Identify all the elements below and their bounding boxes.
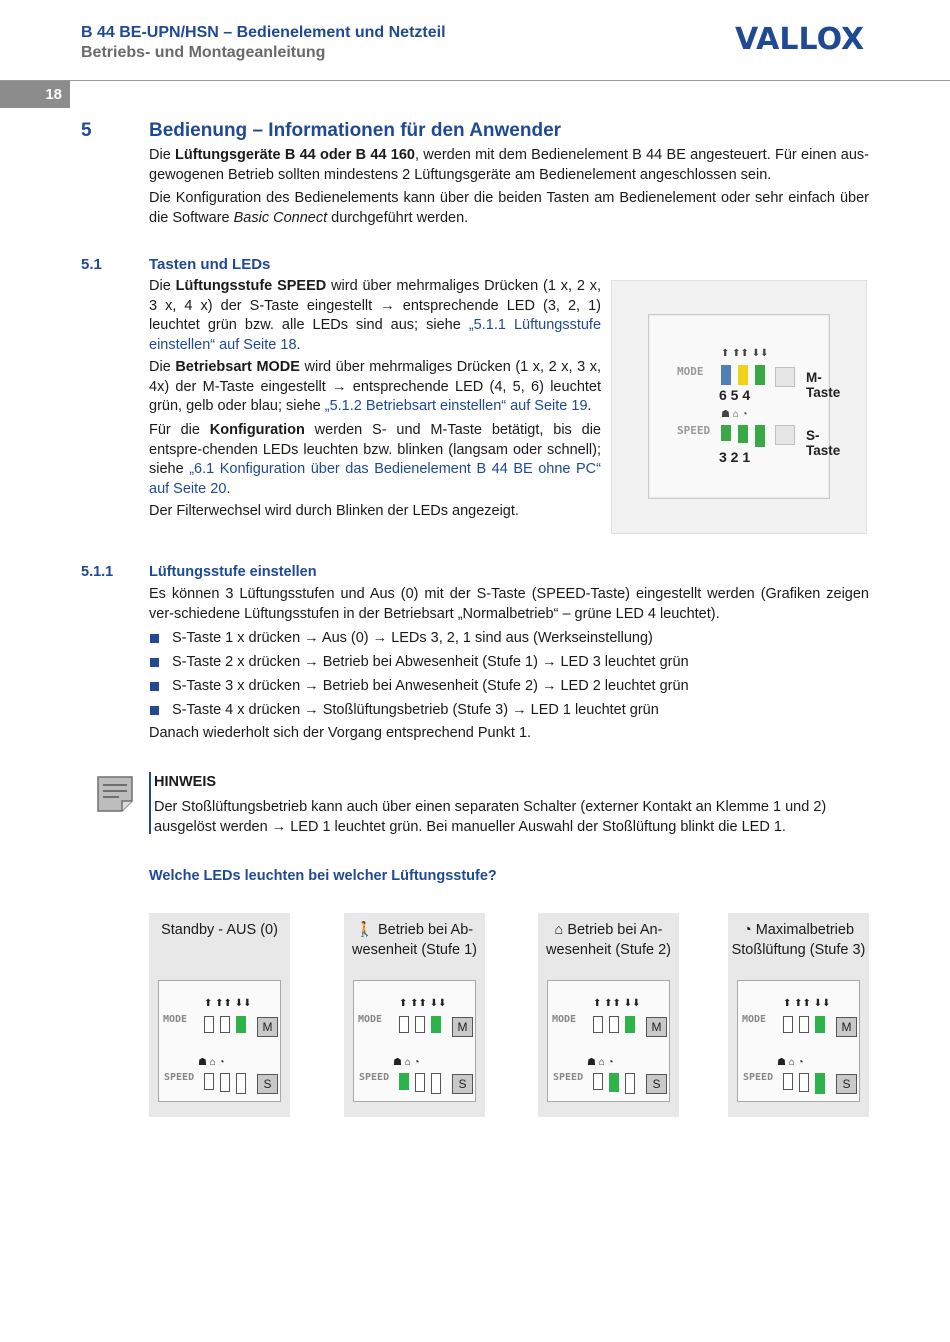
panel-speed-label: SPEED xyxy=(553,1072,584,1083)
panel-m-button: M xyxy=(257,1017,278,1037)
bullet-square-icon xyxy=(150,682,159,691)
panel-mode-label: MODE xyxy=(358,1014,383,1025)
panel-speed-label: SPEED xyxy=(164,1072,195,1083)
panel-mode-label: MODE xyxy=(552,1014,577,1025)
photo-led-5 xyxy=(738,365,748,385)
photo-led-3 xyxy=(721,425,731,441)
photo-led-6 xyxy=(721,365,731,385)
document-title: B 44 BE-UPN/HSN – Bedienelement und Netzteil xyxy=(81,24,446,41)
speed-led-3 xyxy=(783,1073,793,1090)
bullet-square-icon xyxy=(150,706,159,715)
speed-led-1 xyxy=(431,1073,441,1094)
speed-paragraph: Die Lüftungsstufe SPEED wird über mehrmaliges Drücken (1 x, 2 x, 3 x, 4 x) der S-Taste eingestellt → entsprechende LED (3, 2, 1) leuchtet grün bzw. alle LEDs sind aus; siehe „5.1.1 Lüftungsstufe einstellen“ auf Seite 18. xyxy=(149,278,602,353)
link-5-1-1[interactable]: „5.1.1 Lüftungsstufe einstellen“ auf Seite 18 xyxy=(149,317,602,353)
note-icon xyxy=(97,776,133,812)
speed-led-1 xyxy=(236,1073,246,1094)
photo-speed-icons: ☗ ⌂ ◔ xyxy=(721,409,748,420)
m-taste-label: M-Taste xyxy=(806,370,841,400)
person-leaving-icon: 🚶 xyxy=(355,922,374,938)
mode-arrow-icons: ⬆ ⬆⬆ ⬇⬇ xyxy=(204,998,252,1009)
mode-led-6 xyxy=(593,1016,603,1033)
s-taste-label: S-Taste xyxy=(806,428,841,458)
led-state-card xyxy=(538,913,679,1117)
page-number: 18 xyxy=(0,81,70,108)
photo-mode-label: MODE xyxy=(677,365,704,378)
panel-speed-label: SPEED xyxy=(359,1072,390,1083)
card-title: ⌂ Betrieb bei An- wesenheit (Stufe 2) xyxy=(546,922,671,958)
card-title: Standby - AUS (0) xyxy=(161,922,278,938)
section-5-1-1-title: Lüftungsstufe einstellen xyxy=(149,564,317,580)
note-accent-bar xyxy=(149,772,151,834)
photo-arrow-icons: ⬆ ⬆⬆ ⬇⬇ xyxy=(721,348,769,359)
led-state-card xyxy=(728,913,869,1117)
photo-led-1 xyxy=(755,425,765,447)
device-photo xyxy=(611,280,867,534)
speed-led-2 xyxy=(609,1073,619,1092)
photo-mode-numbers: 6 5 4 xyxy=(719,387,751,403)
panel-s-button: S xyxy=(646,1074,667,1094)
panel-mode-label: MODE xyxy=(742,1014,767,1025)
speed-led-3 xyxy=(593,1073,603,1090)
section-5-1-1-outro: Danach wiederholt sich der Vorgang entsprechend Punkt 1. xyxy=(149,725,532,741)
house-icon: ⌂ xyxy=(554,922,564,938)
photo-m-button[interactable] xyxy=(775,367,795,387)
mode-led-4 xyxy=(815,1016,825,1033)
panel-speed-label: SPEED xyxy=(743,1072,774,1083)
section-5-1-1-intro: Es können 3 Lüftungsstufen und Aus (0) mit der S-Taste (SPEED-Taste) eingestellt werden (Grafiken zeigen ver-schiedene Lüftungsstufen in der Betriebsart „Normalbetrieb“ – grüne LED 4 leuchtet). xyxy=(149,586,869,622)
card-title: ◔ Maximalbetrieb Stoßlüftung (Stufe 3) xyxy=(731,922,866,958)
note-text: Der Stoßlüftungsbetrieb kann auch über einen separaten Schalter (externer Kontakt an Klemme 1 und 2) ausgelöst werden → LED 1 leuchtet grün. Bei manueller Auswahl der Stoßlüftung blinkt die LED 1. xyxy=(154,799,827,835)
mode-led-5 xyxy=(609,1016,619,1033)
led-state-card xyxy=(344,913,485,1117)
led-table-heading: Welche LEDs leuchten bei welcher Lüftungsstufe? xyxy=(149,868,497,884)
panel-m-button: M xyxy=(836,1017,857,1037)
bullet-square-icon xyxy=(150,658,159,667)
panel-s-button: S xyxy=(452,1074,473,1094)
section-5-1-title: Tasten und LEDs xyxy=(149,256,271,273)
speed-led-3 xyxy=(399,1073,409,1090)
boost-icon: ◔ xyxy=(742,922,752,938)
panel-mode-label: MODE xyxy=(163,1014,188,1025)
mode-arrow-icons: ⬆ ⬆⬆ ⬇⬇ xyxy=(783,998,831,1009)
mode-led-5 xyxy=(799,1016,809,1033)
photo-s-button[interactable] xyxy=(775,425,795,445)
mode-led-4 xyxy=(431,1016,441,1033)
control-panel-diagram xyxy=(158,980,281,1102)
speed-led-3 xyxy=(204,1073,214,1090)
section-5-paragraph-2: Die Konfiguration des Bedienelements kann über die beiden Tasten am Bedienelement oder sehr einfach über die Software Basic Connect durchgeführt werden. xyxy=(149,190,869,226)
control-panel-diagram xyxy=(737,980,860,1102)
mode-led-4 xyxy=(236,1016,246,1033)
filter-paragraph: Der Filterwechsel wird durch Blinken der LEDs angezeigt. xyxy=(149,503,519,519)
mode-arrow-icons: ⬆ ⬆⬆ ⬇⬇ xyxy=(399,998,447,1009)
card-title: 🚶 Betrieb bei Ab- wesenheit (Stufe 1) xyxy=(352,922,477,958)
link-6-1[interactable]: „6.1 Konfiguration über das Bedienelement B 44 BE ohne PC“ auf Seite 20 xyxy=(149,461,601,497)
section-5-paragraph-1: Die Lüftungsgeräte B 44 oder B 44 160, werden mit dem Bedienelement B 44 BE angesteuert. Für einen aus-gewogenen Betrieb sollten mindestens 2 Lüftungsgeräte am Bedienelement angeschlossen sein. xyxy=(149,147,869,183)
mode-led-6 xyxy=(399,1016,409,1033)
device-faceplate xyxy=(648,314,841,499)
mode-paragraph: Die Betriebsart MODE wird über mehrmaliges Drücken (1 x, 2 x, 3 x, 4x) der M-Taste eingestellt → entsprechende LED (4, 5, 6) leuchtet grün, gelb oder blau; siehe „5.1.2 Betriebsart einstellen“ auf Seite 19. xyxy=(149,359,601,414)
photo-speed-label: SPEED xyxy=(677,424,711,437)
section-5-number: 5 xyxy=(81,120,92,141)
speed-icons: ☗ ⌂ ◔ xyxy=(587,1057,614,1068)
speed-led-2 xyxy=(415,1073,425,1092)
mode-led-5 xyxy=(415,1016,425,1033)
section-5-1-number: 5.1 xyxy=(81,256,102,273)
section-5-1-1-number: 5.1.1 xyxy=(81,564,114,580)
panel-s-button: S xyxy=(257,1074,278,1094)
speed-led-1 xyxy=(815,1073,825,1094)
control-panel-diagram xyxy=(547,980,670,1102)
note-title: HINWEIS xyxy=(154,774,217,790)
panel-s-button: S xyxy=(836,1074,857,1094)
led-state-card xyxy=(149,913,290,1117)
section-5-title: Bedienung – Informationen für den Anwender xyxy=(149,120,562,141)
control-panel-diagram xyxy=(353,980,476,1102)
photo-led-2 xyxy=(738,425,748,443)
vallox-logo: VALLOX xyxy=(735,22,865,57)
mode-led-6 xyxy=(204,1016,214,1033)
header-divider xyxy=(0,80,950,81)
speed-led-2 xyxy=(799,1073,809,1092)
panel-m-button: M xyxy=(646,1017,667,1037)
speed-icons: ☗ ⌂ ◔ xyxy=(393,1057,420,1068)
speed-led-2 xyxy=(220,1073,230,1092)
link-5-1-2[interactable]: „5.1.2 Betriebsart einstellen“ auf Seite 19 xyxy=(324,398,588,414)
mode-arrow-icons: ⬆ ⬆⬆ ⬇⬇ xyxy=(593,998,641,1009)
document-subtitle: Betriebs- und Montageanleitung xyxy=(81,44,326,61)
bullet-square-icon xyxy=(150,634,159,643)
speed-led-1 xyxy=(625,1073,635,1094)
speed-icons: ☗ ⌂ ◔ xyxy=(777,1057,804,1068)
panel-m-button: M xyxy=(452,1017,473,1037)
config-paragraph: Für die Konfiguration werden S- und M-Taste betätigt, bis die entspre-chenden LEDs leuchten bzw. blinken (langsam oder schnell); siehe „6.1 Konfiguration über das Bedienelement B 44 BE ohne PC“ auf Seite 20. xyxy=(149,422,601,497)
speed-icons: ☗ ⌂ ◔ xyxy=(198,1057,225,1068)
mode-led-6 xyxy=(783,1016,793,1033)
mode-led-5 xyxy=(220,1016,230,1033)
mode-led-4 xyxy=(625,1016,635,1033)
photo-speed-numbers: 3 2 1 xyxy=(719,449,751,465)
photo-led-4 xyxy=(755,365,765,385)
